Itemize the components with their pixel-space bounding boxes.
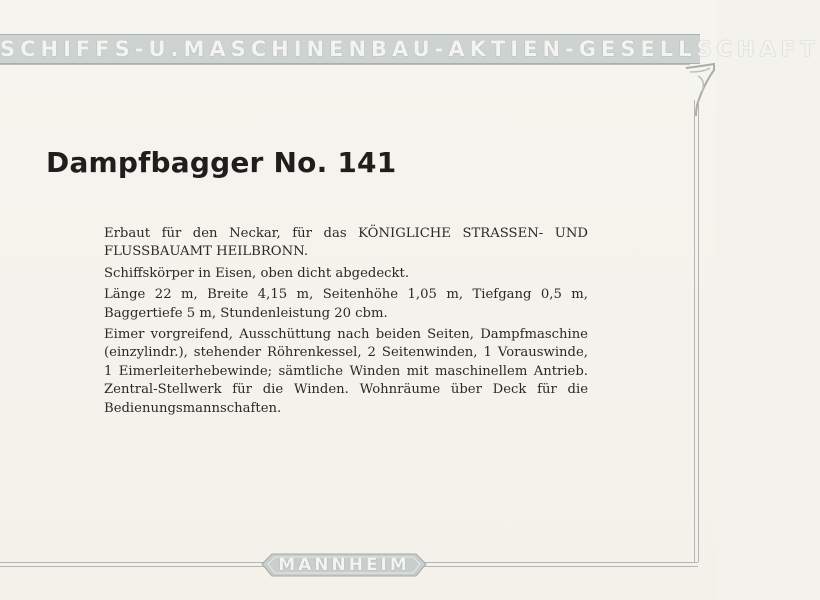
paragraph-equipment: Eimer vorgreifend, Ausschüttung nach beiden Seiten, Dampfmaschine (einzylindr.), stehender Röhrenkessel, 2 Seitenwinden, 1 Vorauswinde, 1 Eimerleiterhebewinde; sämtliche Winden mit maschinellem Antrieb. Zentral-Stellwerk für die Winden. Wohnräume über Deck für die Bedienungsmannschaften.: [104, 327, 588, 416]
paragraph-hull: Schiffskörper in Eisen, oben dicht abgedeckt.: [104, 265, 410, 281]
page-title: Dampfbagger No. 141: [46, 146, 397, 179]
frame-top-line: [0, 64, 690, 65]
frame-bottom-right-border: [418, 562, 698, 567]
corner-ornament-icon: [684, 62, 716, 122]
company-name-banner-text: SCHIFFS-U.MASCHINENBAU-AKTIEN-GESELLSCHAFT: [0, 37, 820, 61]
footer-city-text: MANNHEIM: [278, 555, 410, 575]
frame-bottom-left-border: [0, 562, 270, 567]
paragraph-built-for: Erbaut für den Neckar, für das KÖNIGLICHE STRASSEN- UND FLUSSBAUAMT HEILBRONN.: [104, 226, 588, 260]
header-banner: [0, 34, 820, 64]
description-body: [104, 225, 588, 418]
frame-right-border: [694, 100, 699, 562]
paragraph-dimensions: Länge 22 m, Breite 4,15 m, Seitenhöhe 1,05 m, Tiefgang 0,5 m, Baggertiefe 5 m, Stundenleistung 20 cbm.: [104, 287, 588, 321]
